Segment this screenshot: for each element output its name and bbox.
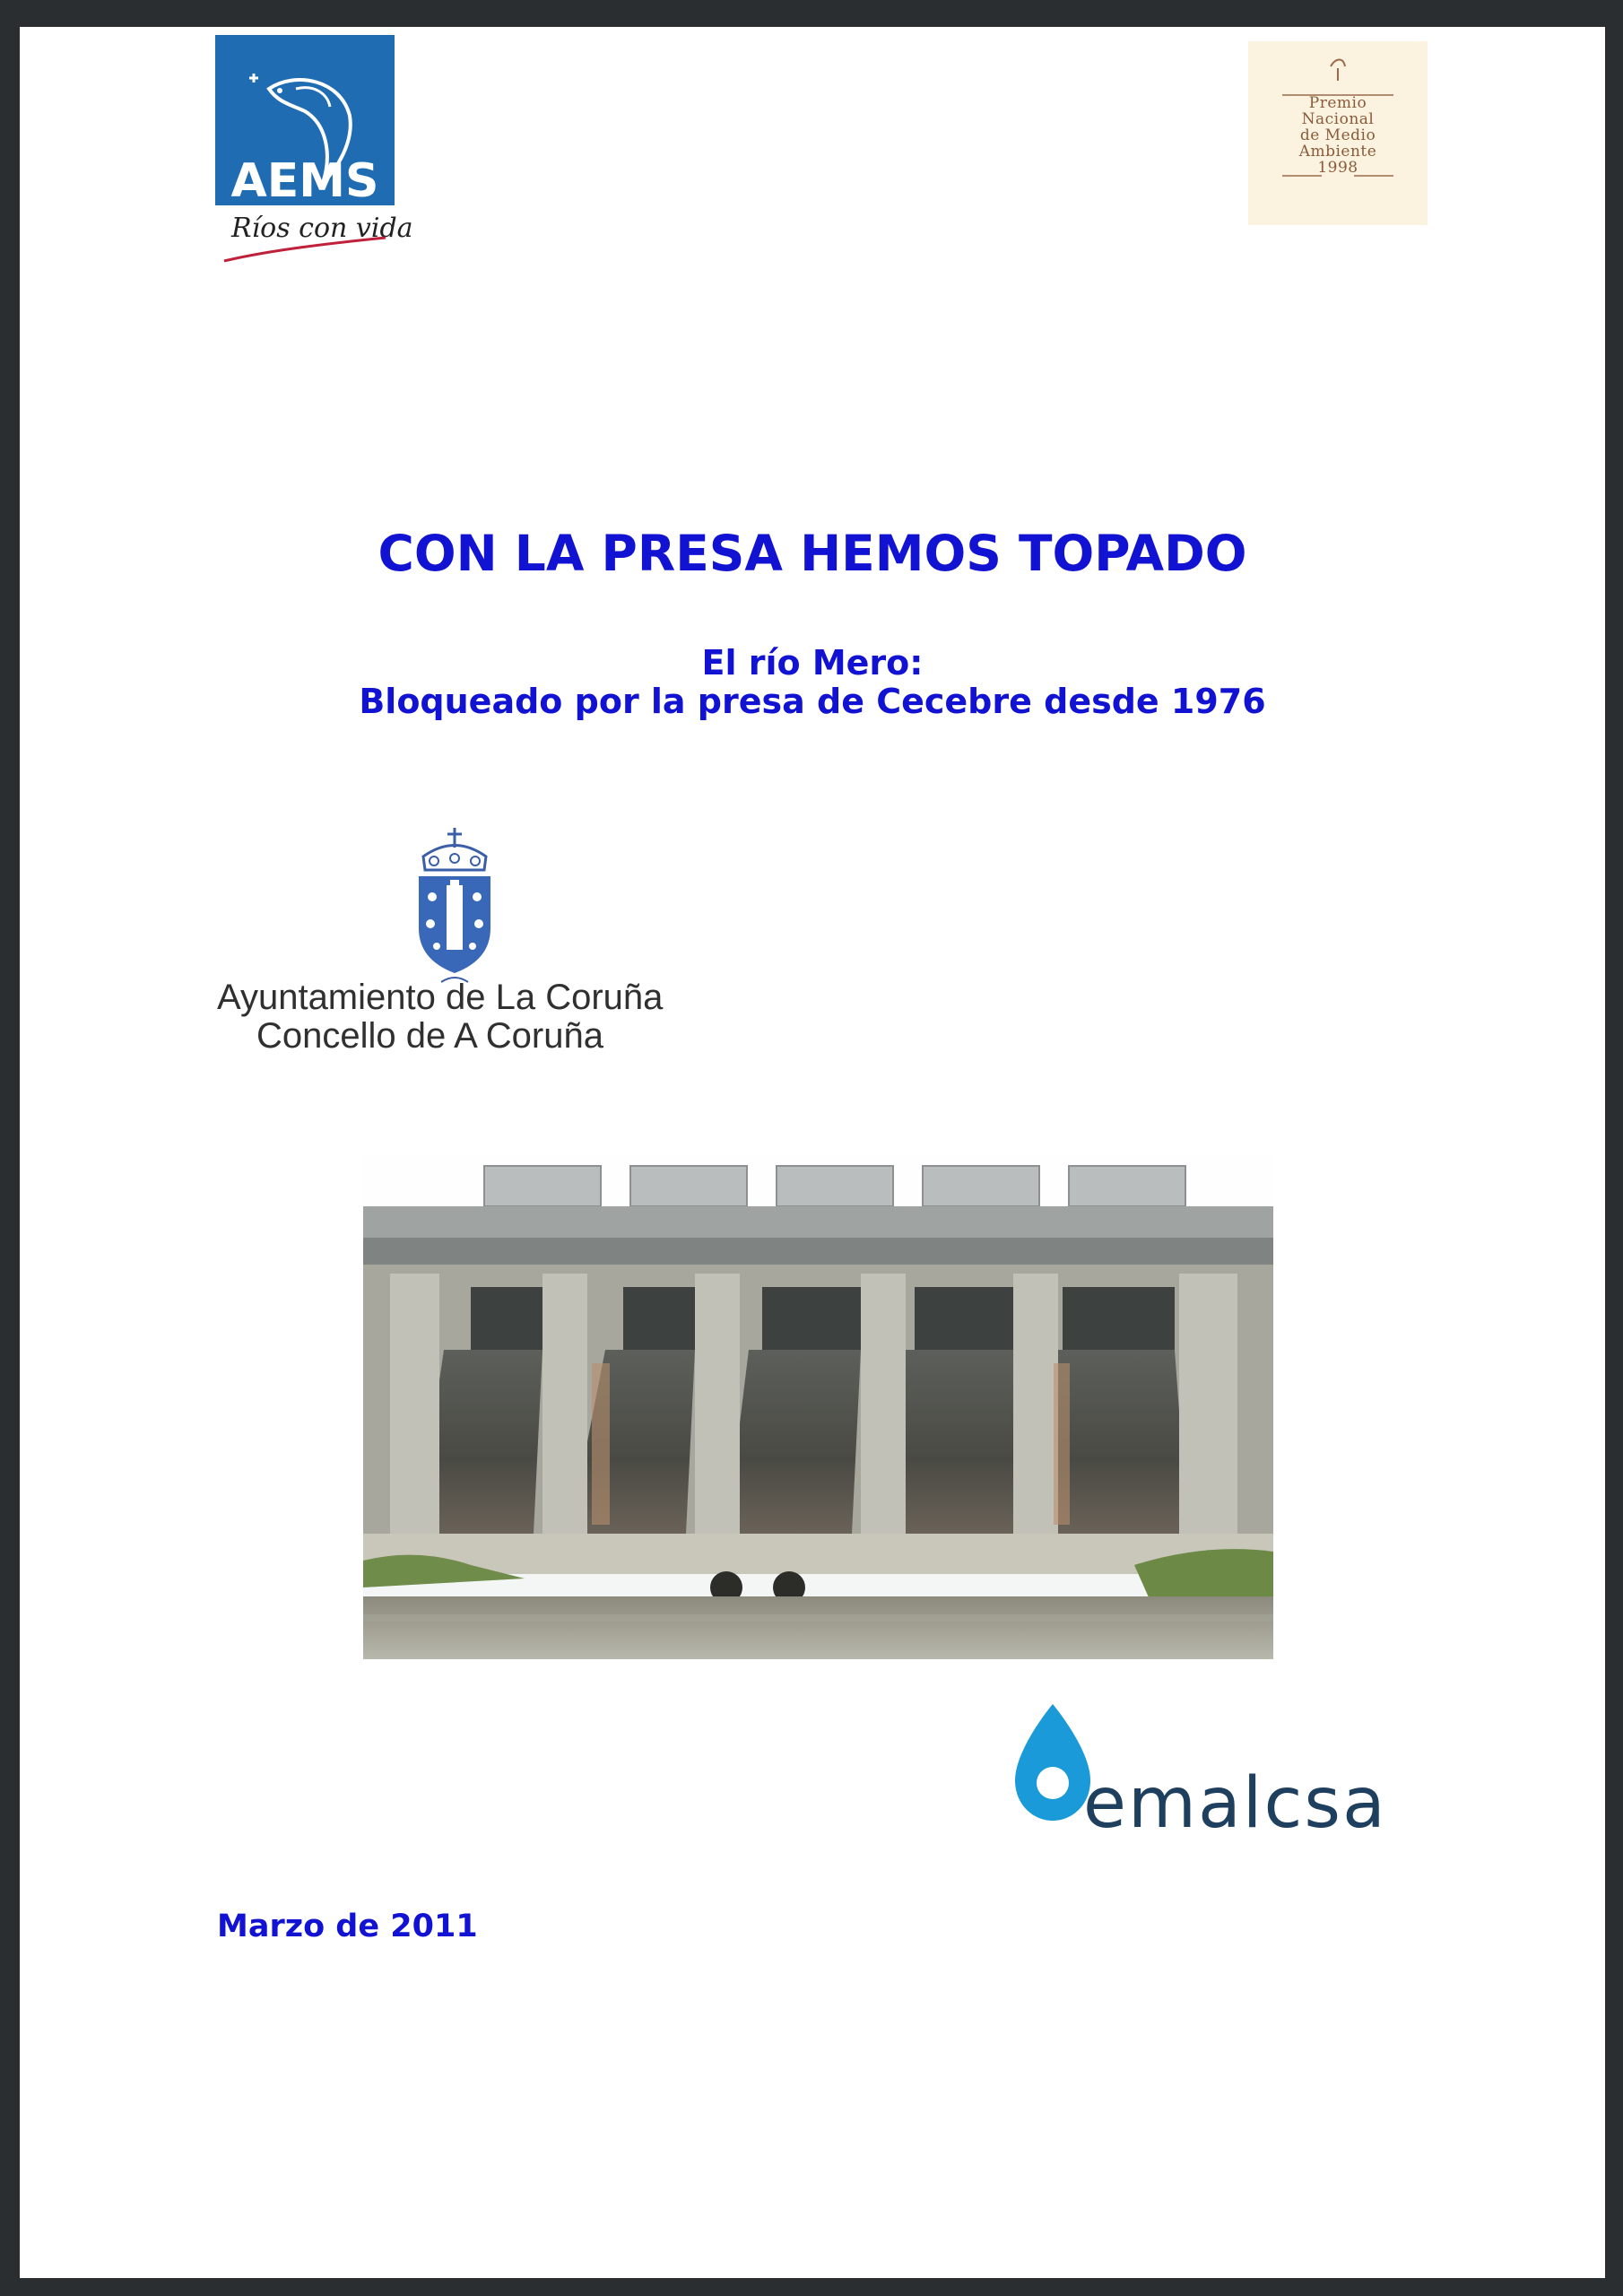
document-page [20, 27, 1605, 2278]
premio-logo [1248, 41, 1428, 225]
aems-tagline: Ríos con vida [231, 213, 413, 244]
dam-photo [363, 1139, 1273, 1659]
document-title: CON LA PRESA HEMOS TOPADO [378, 525, 1247, 582]
aems-logo [215, 35, 413, 268]
premio-line3: de Medio [1299, 126, 1376, 144]
ayuntamiento-name: Ayuntamiento de La Coruña [217, 978, 664, 1017]
premio-line1: Premio [1308, 94, 1367, 112]
document-subtitle-line2: Bloqueado por la presa de Cecebre desde 1976 [359, 682, 1266, 721]
concello-name: Concello de A Coruña [256, 1016, 603, 1056]
aems-wordmark: AEMS [230, 154, 379, 208]
premio-line4: Ambiente [1298, 143, 1377, 161]
emalcsa-wordmark: emalcsa [1083, 1763, 1387, 1844]
coat-of-arms-icon [405, 821, 504, 1000]
premio-line2: Nacional [1301, 110, 1375, 128]
premio-year: 1998 [1317, 159, 1358, 177]
document-subtitle-line1: El río Mero: [701, 643, 924, 683]
document-date: Marzo de 2011 [217, 1909, 478, 1944]
